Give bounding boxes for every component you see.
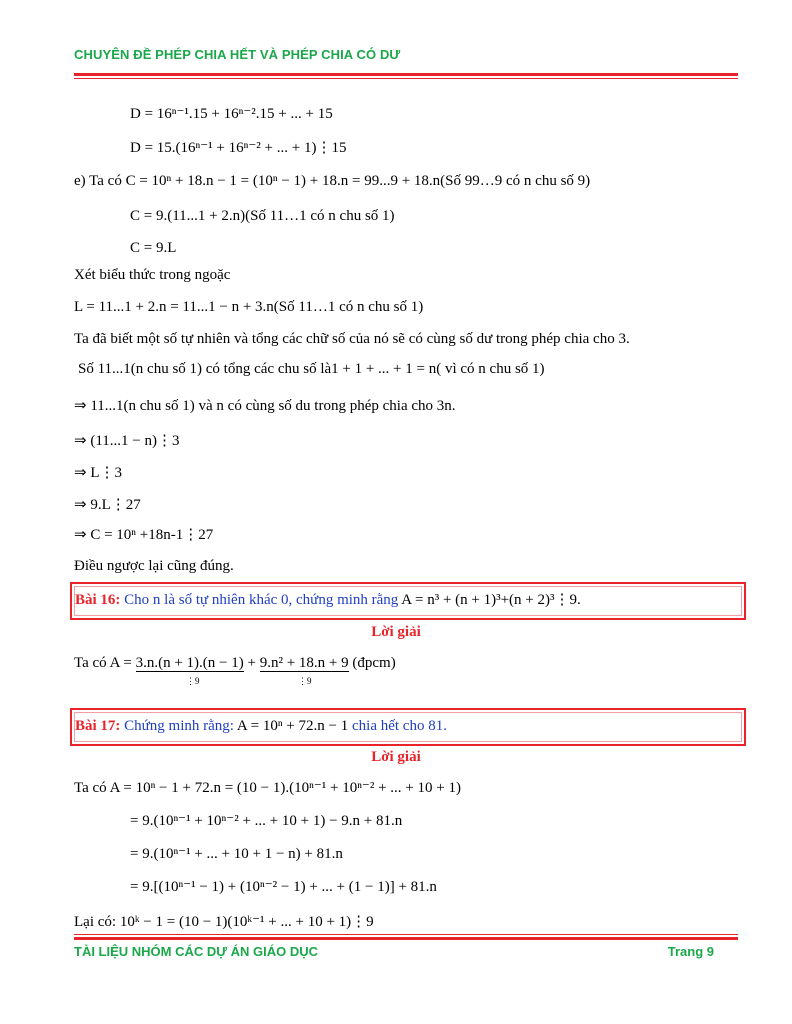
math-line: ⇒ C = 10ⁿ +18n-1⋮27 [74,527,214,543]
page-number: Trang 9 [667,944,714,959]
math-line: ⇒ 9.L⋮27 [74,497,141,513]
math-line: ⇒ 11...1(n chu số 1) và n có cùng số du trong phép chia cho 3n. [74,398,456,414]
footer-rule-thin [74,934,738,935]
problem-16 [75,591,581,609]
math-line: ⇒ (11...1 − n)⋮3 [74,433,180,449]
problem-formula: A = 10ⁿ + 72.n − 1 [236,718,349,734]
problem-label: Bài 17: [75,718,121,734]
math-line: = 9.(10ⁿ⁻¹ + ... + 10 + 1 − n) + 81.n [130,846,343,862]
text-line: Xét biểu thức trong ngoặc [74,267,231,283]
problem-text: Chứng minh rằng: [120,718,237,734]
math-line: e) Ta có C = 10ⁿ + 18.n − 1 = (10ⁿ − 1) + 18.n = 99...9 + 18.n(Số 99…9 có n chu số 9) [74,173,591,189]
problem-17 [75,717,447,735]
math-line: D = 16ⁿ⁻¹.15 + 16ⁿ⁻².15 + ... + 15 [130,106,333,122]
solution-16-line: Ta có A = 3.n.(n + 1).(n − 1) + 9.n² + 18.n + 9 (đpcm) [74,655,396,671]
math-line: Số 11...1(n chu số 1) có tổng các chu số là1 + 1 + ... + 1 = n( vì có n chu số 1) [78,361,545,377]
math-line: L = 11...1 + 2.n = 11...1 − n + 3.n(Số 11…1 có n chu số 1) [74,299,424,315]
math-line: C = 9.(11...1 + 2.n)(Số 11…1 có n chu số 1) [130,208,395,224]
math-line: ⇒ L⋮3 [74,465,122,481]
underbrace-label-2: ⋮9 [298,676,312,686]
problem-formula: A = n³ + (n + 1)³+(n + 2)³⋮9. [401,592,581,608]
footer-left: TÀI LIỆU NHÓM CÁC DỰ ÁN GIÁO DỤC [74,944,319,959]
math-line: C = 9.L [130,240,177,256]
math-line: Ta có A = 10ⁿ − 1 + 72.n = (10 − 1).(10ⁿ⁻¹ + 10ⁿ⁻² + ... + 10 + 1) [74,780,461,796]
problem-label: Bài 16: [75,592,121,608]
math-line: = 9.[(10ⁿ⁻¹ − 1) + (10ⁿ⁻² − 1) + ... + (1 − 1)] + 81.n [130,879,437,895]
solution-heading: Lời giải [371,624,421,640]
underbrace-label-1: ⋮9 [186,676,200,686]
math-line: D = 15.(16ⁿ⁻¹ + 16ⁿ⁻² + ... + 1)⋮15 [130,140,347,156]
problem-text: Cho n là số tự nhiên khác 0, chứng minh rằng [120,592,402,608]
text-line: Ta đã biết một số tự nhiên và tổng các chữ số của nó sẽ có cùng số dư trong phép chia cho 3. [74,331,630,347]
text-line: Điều ngược lại cũng đúng. [74,558,234,574]
math-line: Lại có: 10ᵏ − 1 = (10 − 1)(10ᵏ⁻¹ + ... + 10 + 1)⋮9 [74,914,374,930]
underbraced-term-1: 3.n.(n + 1).(n − 1) [135,655,244,671]
problem-tail: chia hết cho 81. [348,718,447,734]
math-line: = 9.(10ⁿ⁻¹ + 10ⁿ⁻² + ... + 10 + 1) − 9.n + 81.n [130,813,403,829]
footer-rule [74,937,738,940]
underbraced-term-2: 9.n² + 18.n + 9 [259,655,349,671]
page-header-title: CHUYÊN ĐỀ PHÉP CHIA HẾT VÀ PHÉP CHIA CÓ DƯ [74,47,401,62]
solution-heading: Lời giải [371,749,421,765]
header-rule-thin [74,78,738,79]
header-rule [74,73,738,76]
